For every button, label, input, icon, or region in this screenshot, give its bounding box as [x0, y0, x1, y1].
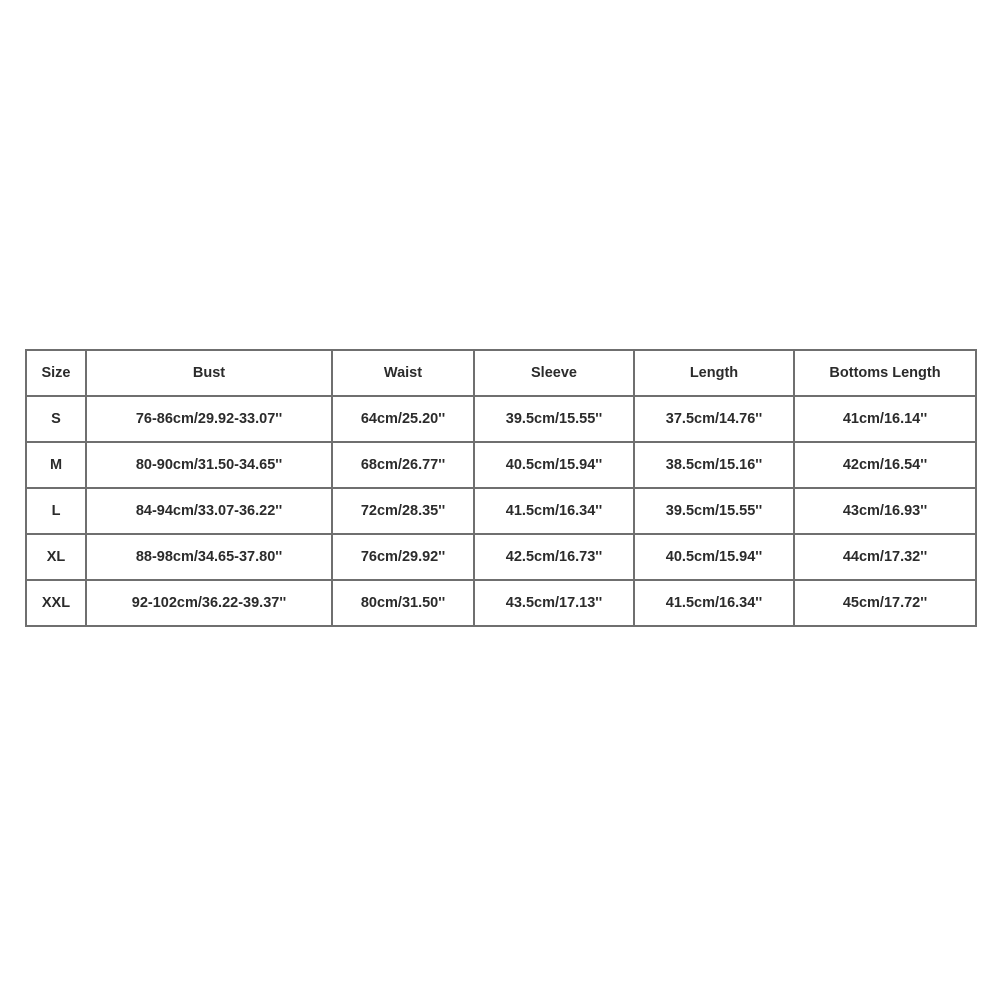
cell-bust: 92-102cm/36.22-39.37'' [86, 580, 332, 626]
cell-bottoms-length: 44cm/17.32'' [794, 534, 976, 580]
cell-bust: 84-94cm/33.07-36.22'' [86, 488, 332, 534]
cell-bust: 88-98cm/34.65-37.80'' [86, 534, 332, 580]
cell-sleeve: 42.5cm/16.73'' [474, 534, 634, 580]
table-row [26, 396, 976, 442]
header-size: Size [26, 350, 86, 396]
cell-waist: 68cm/26.77'' [332, 442, 474, 488]
cell-length: 37.5cm/14.76'' [634, 396, 794, 442]
table-row [26, 534, 976, 580]
cell-bust: 76-86cm/29.92-33.07'' [86, 396, 332, 442]
cell-sleeve: 39.5cm/15.55'' [474, 396, 634, 442]
cell-length: 40.5cm/15.94'' [634, 534, 794, 580]
cell-bottoms-length: 42cm/16.54'' [794, 442, 976, 488]
header-bust: Bust [86, 350, 332, 396]
cell-length: 41.5cm/16.34'' [634, 580, 794, 626]
cell-waist: 80cm/31.50'' [332, 580, 474, 626]
size-chart-table [25, 349, 977, 627]
cell-length: 39.5cm/15.55'' [634, 488, 794, 534]
cell-waist: 64cm/25.20'' [332, 396, 474, 442]
header-sleeve: Sleeve [474, 350, 634, 396]
table-row [26, 442, 976, 488]
cell-size: M [26, 442, 86, 488]
cell-size: L [26, 488, 86, 534]
header-length: Length [634, 350, 794, 396]
cell-bottoms-length: 45cm/17.72'' [794, 580, 976, 626]
header-waist: Waist [332, 350, 474, 396]
cell-sleeve: 41.5cm/16.34'' [474, 488, 634, 534]
cell-sleeve: 43.5cm/17.13'' [474, 580, 634, 626]
table-header-row [26, 350, 976, 396]
cell-bust: 80-90cm/31.50-34.65'' [86, 442, 332, 488]
cell-length: 38.5cm/15.16'' [634, 442, 794, 488]
cell-bottoms-length: 41cm/16.14'' [794, 396, 976, 442]
cell-size: S [26, 396, 86, 442]
cell-size: XL [26, 534, 86, 580]
header-bottoms-length: Bottoms Length [794, 350, 976, 396]
cell-bottoms-length: 43cm/16.93'' [794, 488, 976, 534]
cell-size: XXL [26, 580, 86, 626]
cell-waist: 72cm/28.35'' [332, 488, 474, 534]
table-row [26, 488, 976, 534]
cell-waist: 76cm/29.92'' [332, 534, 474, 580]
cell-sleeve: 40.5cm/15.94'' [474, 442, 634, 488]
table-row [26, 580, 976, 626]
